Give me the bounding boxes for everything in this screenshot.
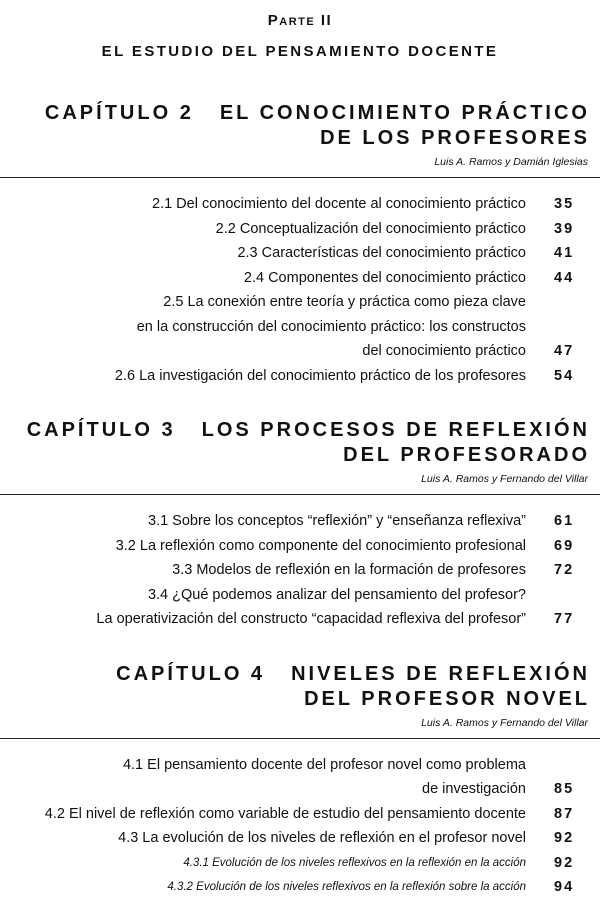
toc-entry-text: 2.3 Características del conocimiento práctico: [237, 245, 526, 261]
toc-entry-text: 2.4 Componentes del conocimiento práctico: [243, 269, 526, 286]
chapter-authors: Luis A. Ramos y Fernando del Villar: [421, 716, 588, 729]
toc-entry-text: 2.5 La conexión entre teoría y práctica como pieza clave: [163, 294, 526, 310]
toc-entry: [0, 753, 600, 778]
chapter-section: [0, 418, 600, 632]
toc-entry-text: 3.2 La reflexión como componente del conocimiento profesional: [115, 537, 526, 554]
toc-entry-text: del conocimiento práctico: [362, 343, 526, 359]
divider-rule: [0, 494, 600, 495]
chapter-title-line1: [0, 101, 600, 126]
toc-entry: [0, 583, 600, 608]
part-title: EL ESTUDIO DEL PENSAMIENTO DOCENTE: [101, 43, 499, 60]
chapter-title-text: LOS PROCESOS DE REFLEXIÓN: [201, 419, 590, 441]
toc-entry-text: 4.3.1 Evolución de los niveles reflexivos en la reflexión en la acción: [183, 856, 526, 869]
chapter-section: [0, 101, 600, 388]
chapter-title-line1: [0, 418, 600, 443]
toc-page-number: 69: [554, 537, 575, 554]
chapter-number: CAPÍTULO 2: [44, 102, 194, 124]
toc-page-number: 72: [554, 562, 575, 578]
divider-rule: [0, 177, 600, 178]
toc-entry-text: 4.3.2 Evolución de los niveles reflexivos en la reflexión sobre la acción: [167, 881, 526, 893]
toc-entry-text: en la construcción del conocimiento práctico: los constructos: [136, 318, 526, 335]
toc-entry: [0, 290, 600, 315]
divider-rule: [0, 738, 600, 739]
toc-entry: [0, 875, 600, 900]
toc-entry: [0, 192, 600, 217]
chapter-section: [0, 662, 600, 900]
chapter-number: CAPÍTULO 3: [26, 419, 176, 441]
toc-entry: [0, 802, 600, 827]
toc-entry-text: 3.1 Sobre los conceptos “reflexión” y “enseñanza reflexiva”: [148, 513, 526, 529]
table-of-contents: [0, 101, 600, 900]
chapter-title-line2: DEL PROFESORADO: [343, 444, 590, 466]
toc-entry: [0, 217, 600, 242]
toc-entry-text: 2.6 La investigación del conocimiento práctico de los profesores: [114, 367, 526, 384]
toc-entry: [0, 364, 600, 389]
toc-entry-text: 2.2 Conceptualización del conocimiento práctico: [215, 220, 526, 237]
chapter-title-text: EL CONOCIMIENTO PRÁCTICO: [219, 102, 590, 124]
toc-page-number: 85: [554, 781, 575, 797]
toc-entry: [0, 851, 600, 876]
chapter-number: CAPÍTULO 4: [116, 662, 266, 685]
toc-entry-text: 4.2 El nivel de reflexión como variable de estudio del pensamiento docente: [44, 805, 526, 822]
toc-page-number: 92: [554, 854, 575, 871]
toc-entry: [0, 241, 600, 266]
toc-page-number: 54: [554, 367, 575, 384]
toc-entry: [0, 509, 600, 534]
toc-page-number: 77: [554, 611, 575, 627]
chapter-authors: Luis A. Ramos y Damián Iglesias: [434, 156, 588, 168]
toc-page-number: 39: [554, 220, 575, 237]
toc-page-number: 35: [554, 196, 575, 212]
toc-entry: [0, 315, 600, 340]
toc-entry-text: 3.3 Modelos de reflexión en la formación de profesores: [172, 562, 526, 578]
toc-entry: [0, 777, 600, 802]
toc-page-number: 41: [554, 245, 575, 261]
toc-page-number: 92: [554, 830, 575, 846]
part-label: Parte II: [267, 12, 333, 29]
toc-page-number: 61: [554, 513, 575, 529]
toc-entry: [0, 266, 600, 291]
toc-page-number: 44: [554, 269, 575, 286]
toc-entry-text: 3.4 ¿Qué podemos analizar del pensamiento del profesor?: [147, 586, 526, 603]
toc-entry: [0, 826, 600, 851]
toc-entry-text: 4.1 El pensamiento docente del profesor novel como problema: [122, 756, 526, 773]
chapter-title-line1: [0, 662, 600, 687]
toc-entry: [0, 339, 600, 364]
toc-entry-text: de investigación: [422, 781, 526, 797]
toc-entry-text: 2.1 Del conocimiento del docente al conocimiento práctico: [152, 196, 526, 212]
chapter-title-text: NIVELES DE REFLEXIÓN: [291, 662, 590, 685]
toc-entry: [0, 607, 600, 632]
toc-page-number: 94: [554, 879, 575, 895]
toc-entry-text: La operativización del constructo “capacidad reflexiva del profesor”: [96, 611, 526, 627]
chapter-authors: Luis A. Ramos y Fernando del Villar: [421, 473, 588, 485]
chapter-title-line2: DE LOS PROFESORES: [320, 127, 590, 149]
toc-page-number: 47: [554, 343, 575, 359]
chapter-title-line2: DEL PROFESOR NOVEL: [304, 687, 590, 710]
toc-entry: [0, 534, 600, 559]
toc-entry-text: 4.3 La evolución de los niveles de reflexión en el profesor novel: [118, 830, 526, 846]
toc-page-number: 87: [554, 805, 575, 822]
toc-entry: [0, 558, 600, 583]
